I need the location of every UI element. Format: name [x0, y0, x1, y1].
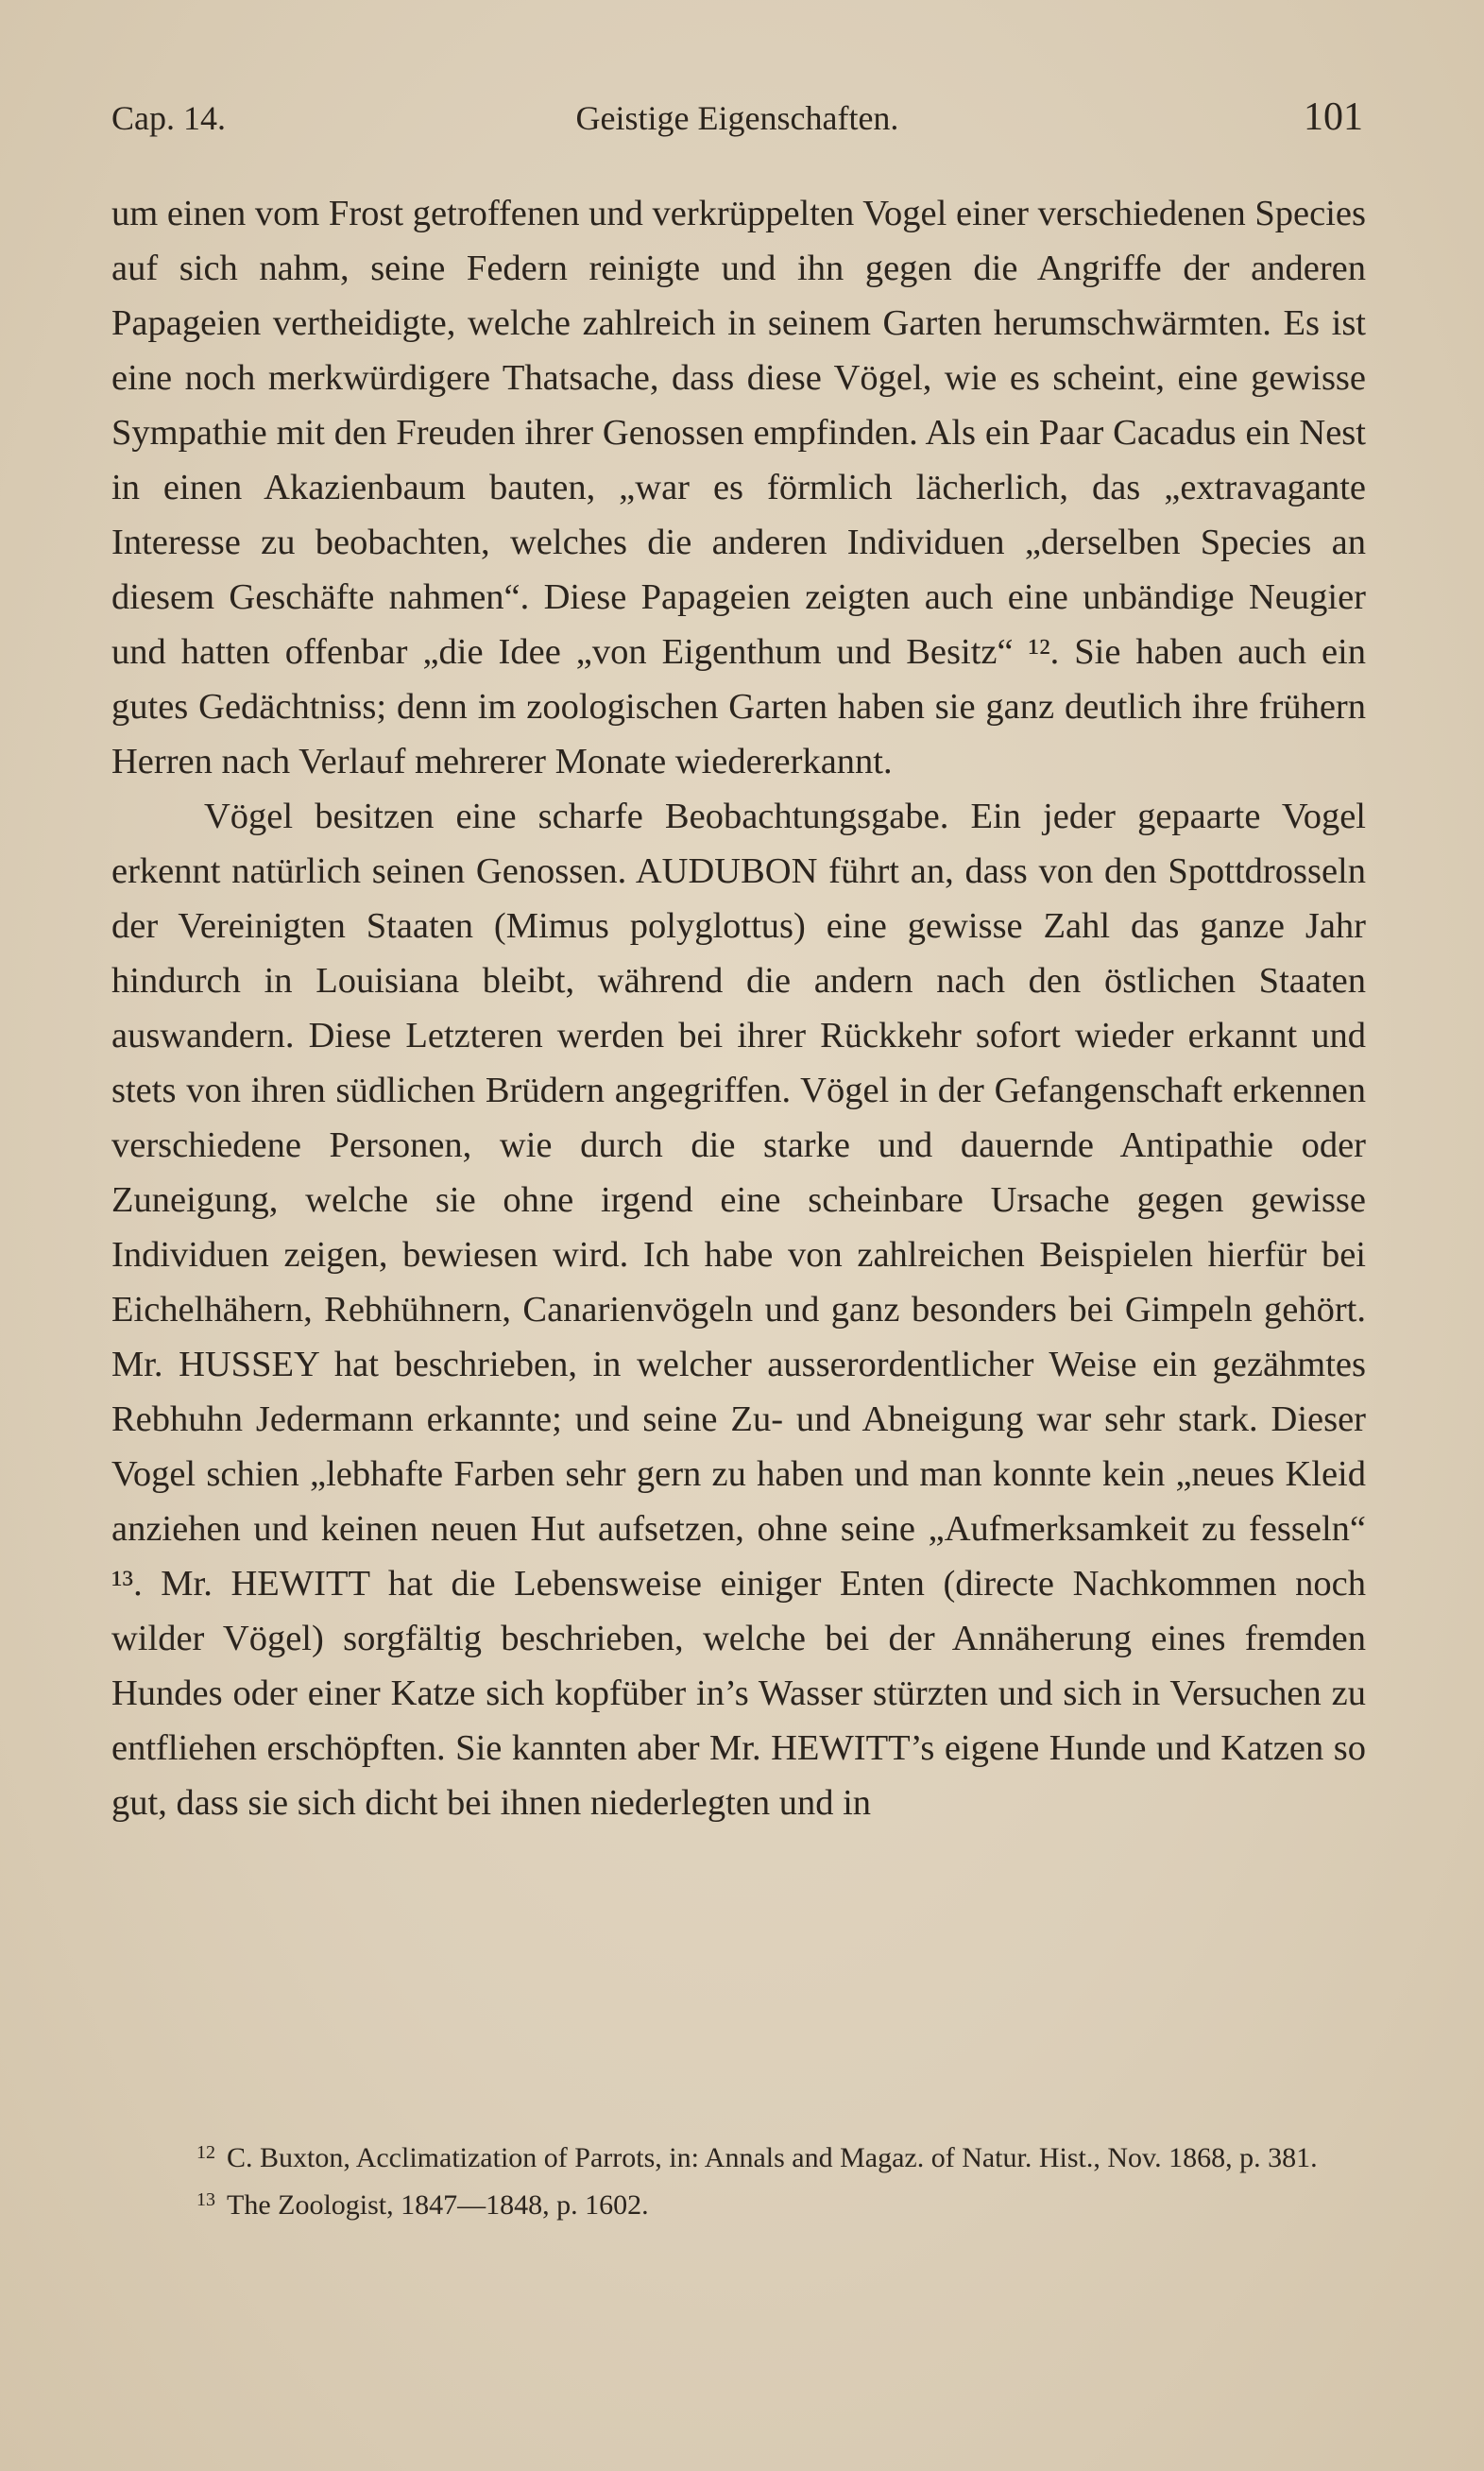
- footnote-13: [111, 2179, 1368, 2226]
- footnote-12: [111, 2132, 1368, 2179]
- paragraph-1: um einen vom Frost getroffenen und verkrüppelten Vogel einer verschiedenen Species auf sich nahm, seine Federn reinigte und ihn gegen die Angriffe der anderen Papageien vertheidigte, welche zahlreich in seinem Garten herumschwärmten. Es ist eine noch merkwürdigere Thatsache, dass diese Vögel, wie es scheint, eine gewisse Sympathie mit den Freuden ihrer Genossen empfinden. Als ein Paar Cacadus ein Nest in einen Akazienbaum bauten, „war es förmlich lächerlich, das „extravagante Interesse zu beobachten, welches die anderen Individuen „derselben Species an diesem Geschäfte nahmen“. Diese Papageien zeigten auch eine unbändige Neugier und hatten offenbar „die Idee „von Eigenthum und Besitz“ ¹². Sie haben auch ein gutes Gedächtniss; denn im zoologischen Garten haben sie ganz deutlich ihre frühern Herren nach Verlauf mehrerer Monate wiedererkannt.: [111, 194, 1366, 781]
- page-number: 101: [1304, 95, 1363, 139]
- running-title: Geistige Eigenschaften.: [575, 99, 899, 137]
- footnote-text: C. Buxton, Acclimatization of Parrots, in: Annals and Magaz. of Natur. Hist., Nov. 1868, p. 381.: [227, 2142, 1318, 2173]
- chapter-label: Cap. 14.: [111, 99, 226, 137]
- footnote-number: 12: [196, 2142, 215, 2163]
- running-header: [111, 94, 1363, 142]
- footnotes: [111, 2132, 1368, 2226]
- footnote-number: 13: [196, 2189, 215, 2210]
- footnote-text: The Zoologist, 1847—1848, p. 1602.: [227, 2189, 649, 2221]
- body-text: [111, 186, 1366, 1830]
- paragraph-2: Vögel besitzen eine scharfe Beobachtungsgabe. Ein jeder gepaarte Vogel erkennt natürlich seinen Genossen. AUDUBON führt an, dass von den Spottdrosseln der Vereinigten Staaten (Mimus polyglottus) eine gewisse Zahl das ganze Jahr hindurch in Louisiana bleibt, während die andern nach den östlichen Staaten auswandern. Diese Letzteren werden bei ihrer Rückkehr sofort wieder erkannt und stets von ihren südlichen Brüdern angegriffen. Vögel in der Gefangenschaft erkennen verschiedene Personen, wie durch die starke und dauernde Antipathie oder Zuneigung, welche sie ohne irgend eine scheinbare Ursache gegen gewisse Individuen zeigen, bewiesen wird. Ich habe von zahlreichen Beispielen hierfür bei Eichelhähern, Rebhühnern, Canarienvögeln und ganz besonders bei Gimpeln gehört. Mr. HUSSEY hat beschrieben, in welcher ausserordentlicher Weise ein gezähmtes Rebhuhn Jedermann erkannte; und seine Zu- und Abneigung war sehr stark. Dieser Vogel schien „lebhafte Farben sehr gern zu haben und man konnte kein „neues Kleid anziehen und keinen neuen Hut aufsetzen, ohne seine „Aufmerksamkeit zu fesseln“ ¹³. Mr. HEWITT hat die Lebensweise einiger Enten (directe Nachkommen noch wilder Vögel) sorgfältig beschrieben, welche bei der Annäherung eines fremden Hundes oder einer Katze sich kopfüber in’s Wasser stürzten und sich in Versuchen zu entfliehen erschöpften. Sie kannten aber Mr. HEWITT’s eigene Hunde und Katzen so gut, dass sie sich dicht bei ihnen niederlegten und in: [111, 797, 1366, 1823]
